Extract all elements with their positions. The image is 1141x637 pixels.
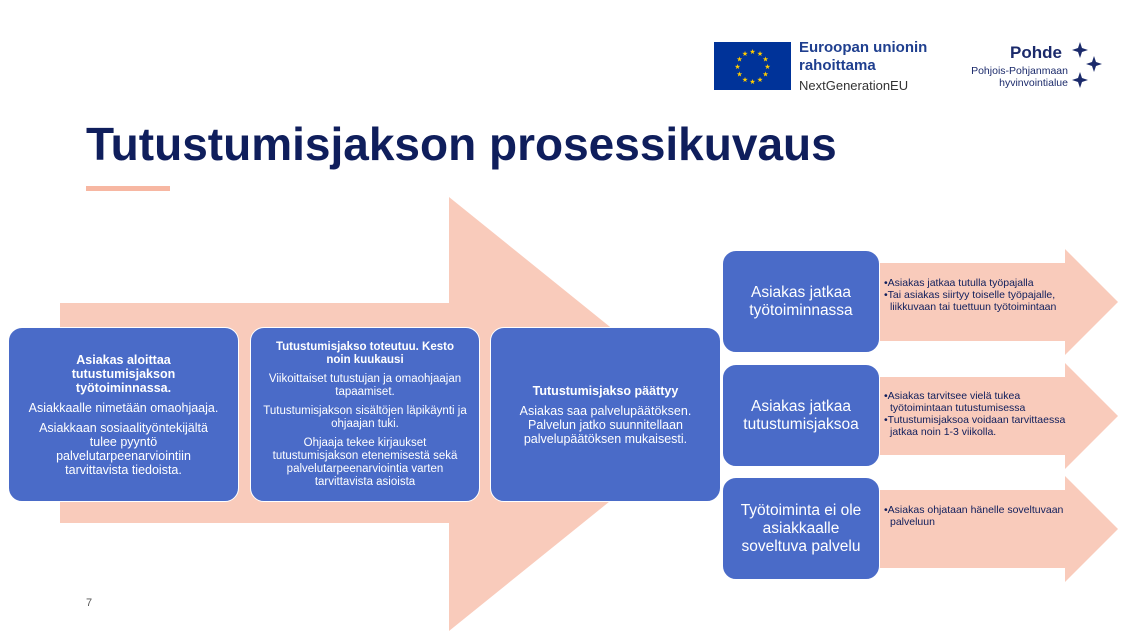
eu-funding-line3: NextGenerationEU (799, 78, 909, 93)
eu-funding-line1: Euroopan unionin (799, 39, 928, 56)
step-heading: Tutustumisjakso päättyy (532, 383, 679, 398)
svg-text:★: ★ (734, 63, 741, 71)
svg-text:★: ★ (741, 76, 749, 84)
outcome-label: Työtoiminta ei ole asiakkaalle soveltuva palvelu (740, 501, 862, 555)
step-text: Asiakas saa palvelupäätöksen. Palvelun jatko suunnitellaan palvelupäätöksen mukaisesti. (519, 403, 692, 446)
outcome-note: •Asiakas jatkaa tutulla työpajalla (884, 277, 1034, 289)
eu-funding-line2: rahoittama (799, 57, 876, 74)
outcome-note: •Asiakas tarvitsee vielä tukea työtoimintaan tutustumisessa (884, 390, 1026, 414)
step-text: Asiakkaalle nimetään omaohjaaja. (28, 400, 219, 415)
step-heading: Tutustumisjakso toteutuu. Kesto noin kuukausi (275, 340, 455, 366)
svg-text:★: ★ (736, 55, 743, 64)
outcome-box-continue-trial (722, 364, 880, 467)
outcome-notes-2 (884, 390, 1084, 438)
outcome-note: •Tutustumisjaksoa voidaan tarvittaessa jatkaa noin 1-3 viikolla. (884, 414, 1066, 438)
svg-text:★: ★ (762, 70, 769, 79)
pohde-logo-text: Pohde (1010, 43, 1062, 62)
svg-text:★: ★ (749, 78, 756, 86)
step-text: Viikoittaiset tutustujan ja omaohjaajan tapaamiset. (268, 372, 462, 398)
svg-text:★: ★ (762, 55, 769, 64)
step-execution-box (250, 327, 480, 502)
step-text: Asiakkaan sosiaalityöntekijältä tulee pyyntö palvelutarpeenarviointiin tarvittavista tiedoista. (39, 420, 208, 477)
step-text: Ohjaaja tekee kirjaukset tutustumisjakson etenemisestä sekä palvelutarpeenarviointia varten tarvittavista asioista (272, 436, 458, 488)
outcome-note: •Tai asiakas siirtyy toiselle työpajalle, liikkuvaan tai tuettuun työtoimintaan (884, 289, 1057, 313)
step-end-box (490, 327, 721, 502)
outcome-note: •Asiakas ohjataan hänelle soveltuvaan palveluun (884, 504, 1064, 528)
page-number: 7 (86, 597, 93, 609)
svg-text:★: ★ (749, 48, 756, 56)
svg-text:★: ★ (741, 50, 749, 58)
outcome-notes-1 (884, 277, 1084, 313)
svg-text:★: ★ (764, 63, 771, 71)
outcome-label: Asiakas jatkaa työtoiminnassa (749, 283, 853, 319)
page-title: Tutustumisjakson prosessikuvaus (86, 118, 837, 170)
svg-text:★: ★ (736, 70, 743, 79)
pohde-subtitle-line1: Pohjois-Pohjanmaan (971, 65, 1068, 77)
svg-text:★: ★ (756, 76, 764, 84)
pohde-subtitle-line2: hyvinvointialue (999, 77, 1068, 89)
step-heading: Asiakas aloittaa tutustumisjakson työtoiminnassa. (71, 352, 176, 395)
outcome-label: Asiakas jatkaa tutustumisjaksoa (743, 397, 859, 433)
step-text: Tutustumisjakson sisältöjen läpikäynti ja ohjaajan tuki. (263, 404, 467, 430)
step-start-box (8, 327, 239, 502)
svg-text:★: ★ (756, 50, 764, 58)
outcome-arrow-3 (868, 476, 1118, 582)
outcome-box-continue-work (722, 250, 880, 353)
outcome-box-not-suitable (722, 477, 880, 580)
outcome-notes-3 (884, 504, 1084, 528)
